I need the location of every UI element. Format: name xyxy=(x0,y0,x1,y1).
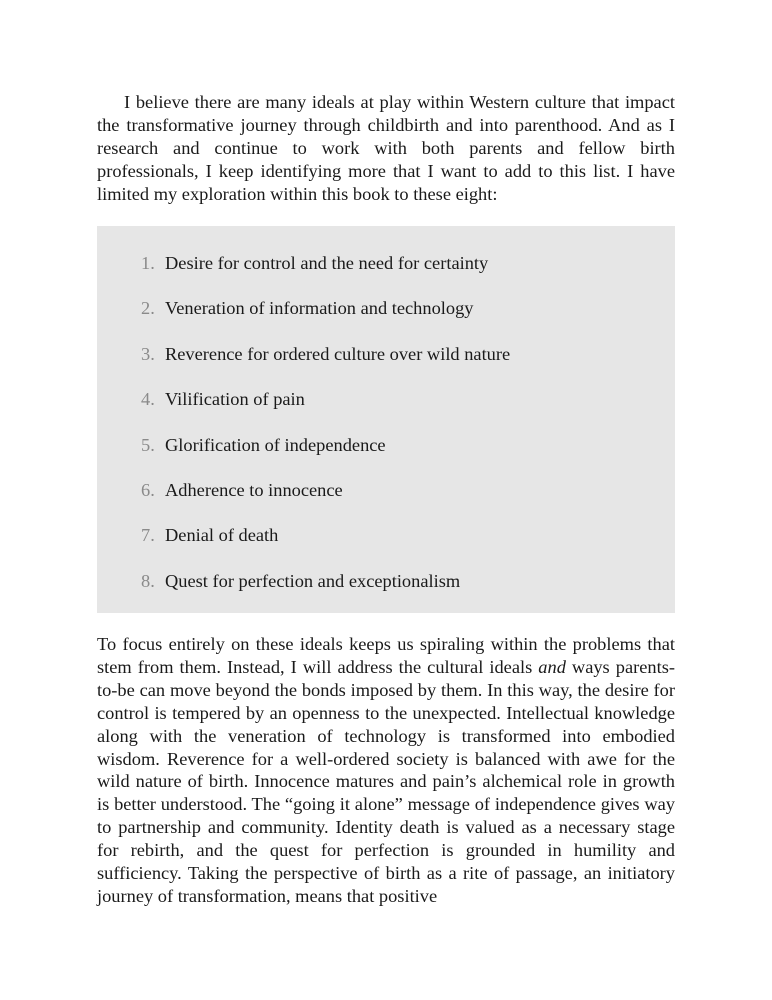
list-item xyxy=(141,568,510,613)
emphasized-word: and xyxy=(538,656,566,677)
list-item-text: Reverence for ordered culture over wild nature xyxy=(165,343,511,364)
list-item xyxy=(141,341,510,386)
list-item-text: Adherence to innocence xyxy=(165,479,343,500)
body-text-start: To focus entirely on these ideals keeps us spiraling within the problems that stem from them. Instead, I will address the cultural ideals xyxy=(97,634,675,677)
body-paragraph xyxy=(97,633,675,908)
list-item-number: 5. xyxy=(141,434,155,455)
list-item xyxy=(141,386,510,431)
list-item-number: 6. xyxy=(141,479,155,500)
intro-paragraph: I believe there are many ideals at play within Western culture that impact the transformative journey through childbirth and into parenthood. And as I research and continue to work with both parents and fellow birth professionals, I keep identifying more that I want to add to this list. I have limited my exploration within this book to these eight: xyxy=(97,92,675,204)
list-item-text: Glorification of independence xyxy=(165,434,386,455)
list-item-text: Veneration of information and technology xyxy=(165,298,474,319)
list-item-number: 8. xyxy=(141,570,155,591)
list-item-text: Denial of death xyxy=(165,525,279,546)
list-item-text: Desire for control and the need for certainty xyxy=(165,253,489,273)
list-item xyxy=(141,250,510,295)
list-item xyxy=(141,295,510,340)
list-item-number: 4. xyxy=(141,389,155,410)
list-item-number: 2. xyxy=(141,298,155,319)
list-item-number: 3. xyxy=(141,343,155,364)
list-item xyxy=(141,432,510,477)
list-item-number: 1. xyxy=(141,253,155,273)
list-item-text: Quest for perfection and exceptionalism xyxy=(165,570,461,591)
list-item xyxy=(141,522,510,567)
body-text-rest: ways parents-to-be can move beyond the bonds imposed by them. In this way, the desire for control is tempered by an openness to the unexpected. Intellectual knowledge along with the veneration of technology is transformed into embodied wisdom. Reverence for a well-ordered society is balanced with awe for the wild nature of birth. Innocence matures and pain’s alchemical role in growth is better understood. The “going it alone” message of independence gives way to partnership and community. Identity death is valued as a necessary stage for rebirth, and the quest for perfection is grounded in humility and sufficiency. Taking the perspective of birth as a rite of passage, an initiatory journey of transformation, means that positive xyxy=(97,656,675,906)
list-item xyxy=(141,477,510,522)
ideals-list-box xyxy=(97,226,675,613)
list-item-text: Vilification of pain xyxy=(165,389,305,410)
ideals-list xyxy=(141,250,510,613)
list-item-number: 7. xyxy=(141,525,155,546)
